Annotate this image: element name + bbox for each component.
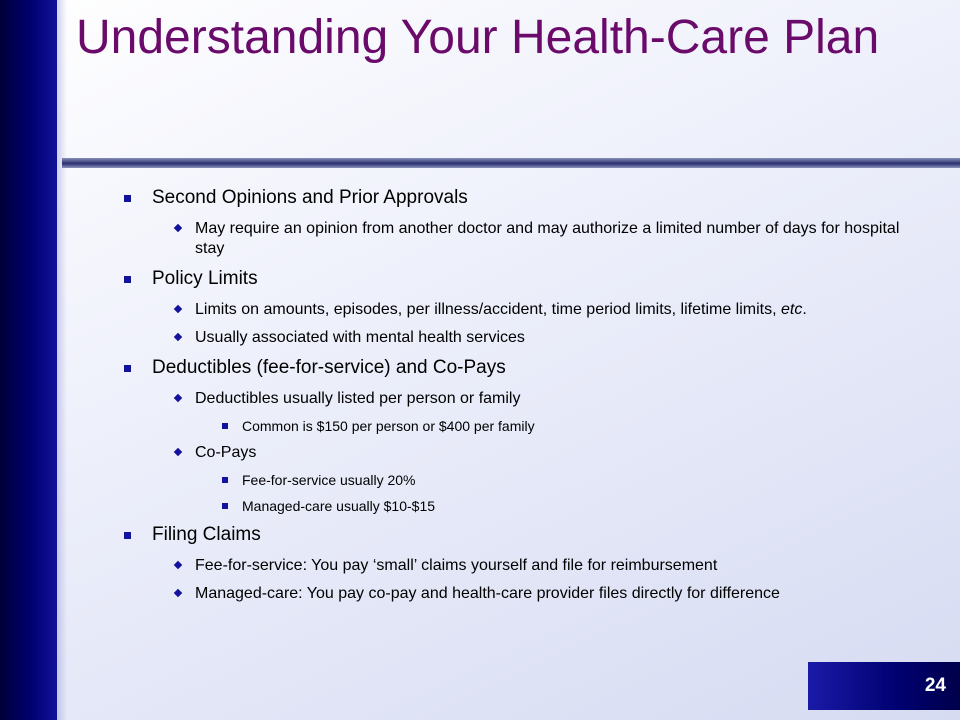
square-bullet-icon — [124, 195, 131, 202]
section-subitem-text: Common is $150 per person or $400 per family — [242, 418, 535, 434]
title-divider — [62, 158, 960, 168]
section-item-text: Co-Pays — [195, 444, 257, 461]
page-number: 24 — [924, 675, 946, 696]
square-bullet-icon — [124, 365, 131, 372]
section-heading-text: Policy Limits — [152, 268, 258, 289]
slide-content — [0, 186, 960, 612]
section-item — [0, 584, 960, 604]
section-item — [0, 556, 960, 576]
section-item-text: Managed-care: You pay co-pay and health-care provider files directly for difference — [195, 585, 780, 602]
diamond-bullet-icon — [174, 224, 182, 232]
slide-title: Understanding Your Health-Care Plan — [76, 11, 880, 64]
diamond-bullet-icon — [174, 448, 182, 456]
section-subitem — [0, 497, 960, 515]
section-heading-text: Second Opinions and Prior Approvals — [152, 187, 468, 208]
section-heading — [0, 523, 960, 546]
square-bullet-icon — [124, 532, 131, 539]
diamond-bullet-icon — [174, 589, 182, 597]
section-heading — [0, 186, 960, 209]
section-subitem — [0, 417, 960, 435]
section-item-emphasis: etc — [781, 301, 803, 318]
section-item — [0, 300, 960, 320]
section-item-text: Usually associated with mental health services — [195, 329, 525, 346]
square-bullet-icon — [222, 503, 228, 509]
square-bullet-icon — [222, 477, 228, 483]
section-item-text: Deductibles usually listed per person or family — [195, 390, 521, 407]
section-heading — [0, 267, 960, 290]
square-bullet-icon — [222, 423, 228, 429]
section-subitem-text: Fee-for-service usually 20% — [242, 472, 416, 488]
section-heading-text: Filing Claims — [152, 524, 261, 545]
section-heading-text: Deductibles (fee-for-service) and Co-Pays — [152, 357, 506, 378]
diamond-bullet-icon — [174, 394, 182, 402]
section-item-text: Limits on amounts, episodes, per illness/accident, time period limits, lifetime limits, — [195, 301, 781, 318]
diamond-bullet-icon — [174, 561, 182, 569]
section-heading — [0, 356, 960, 379]
section-item — [0, 443, 960, 463]
section-subitem-text: Managed-care usually $10-$15 — [242, 498, 436, 514]
section-item-suffix: . — [802, 301, 807, 318]
section-item-text: Fee-for-service: You pay ‘small’ claims yourself and file for reimbursement — [195, 557, 718, 574]
section-item — [0, 328, 960, 348]
section-subitem — [0, 471, 960, 489]
diamond-bullet-icon — [174, 333, 182, 341]
diamond-bullet-icon — [174, 305, 182, 313]
section-item — [0, 219, 960, 259]
section-item-text: May require an opinion from another doctor and may authorize a limited number of days for hospital stay — [195, 220, 900, 257]
square-bullet-icon — [124, 276, 131, 283]
section-item — [0, 389, 960, 409]
